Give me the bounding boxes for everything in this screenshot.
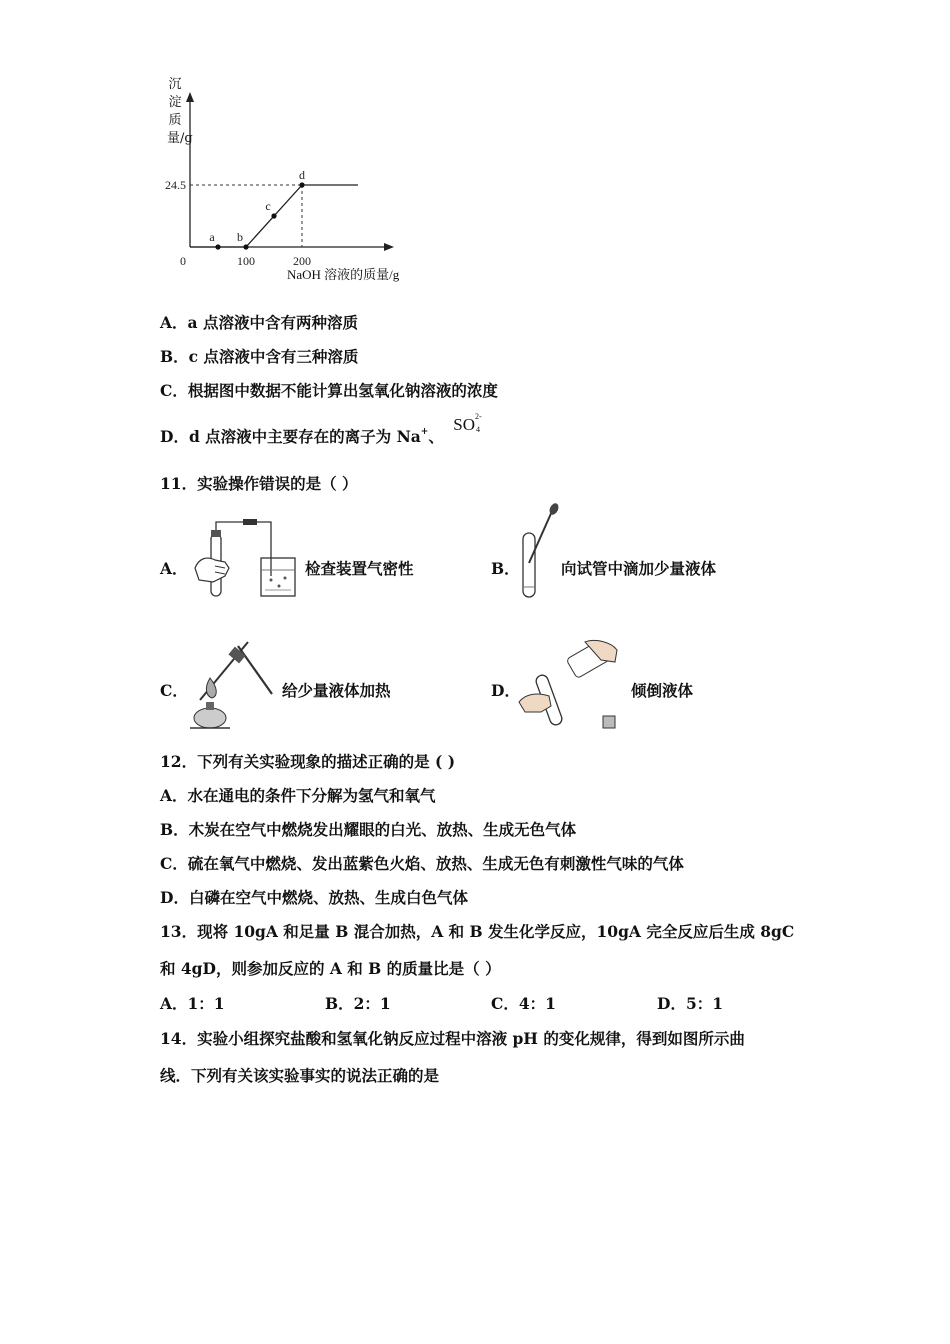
q10-option-d xyxy=(160,412,485,447)
q13-option-a: A．1：1 xyxy=(160,994,225,1013)
sulfate-ion-charge: 2- xyxy=(475,412,482,421)
y-tick-label: 24.5 xyxy=(165,178,186,192)
q11-a-text: 检查装置气密性 xyxy=(305,559,414,578)
q12-option-b: B．木炭在空气中燃烧发出耀眼的白光、放热、生成无色气体 xyxy=(160,820,577,839)
q10-option-d-text: D．d 点溶液中主要存在的离子为 Na xyxy=(160,427,421,446)
data-point-a xyxy=(215,244,220,249)
chart-x-axis-label: NaOH 溶液的质量/g xyxy=(287,267,400,282)
q10-option-c: C．根据图中数据不能计算出氢氧化钠溶液的浓度 xyxy=(160,381,498,400)
q11-stem: 11．实验操作错误的是（ ） xyxy=(160,474,358,493)
dropper-test-tube-icon xyxy=(515,503,565,603)
data-point-c xyxy=(271,213,276,218)
sulfate-ion-main: SO xyxy=(453,415,475,434)
point-label-b: b xyxy=(237,230,243,244)
data-point-d xyxy=(299,182,304,187)
q11-b-text: 向试管中滴加少量液体 xyxy=(561,559,717,578)
sulfate-ion-subscript: 4 xyxy=(476,425,480,434)
q11-c-letter: C． xyxy=(160,681,188,700)
sulfate-ion xyxy=(453,412,485,434)
q11-d-text: 倾倒液体 xyxy=(631,681,694,700)
q10-option-a: A．a 点溶液中含有两种溶质 xyxy=(160,313,358,332)
x-tick-label: 200 xyxy=(293,254,311,268)
data-point-b xyxy=(243,244,248,249)
q11-d-letter: D． xyxy=(491,681,520,700)
q14-stem-line1: 14．实验小组探究盐酸和氢氧化钠反应过程中溶液 pH 的变化规律，得到如图所示曲 xyxy=(160,1029,745,1048)
point-label-a: a xyxy=(209,230,215,244)
q11-a-letter: A． xyxy=(160,559,188,578)
origin-label: 0 xyxy=(180,254,186,268)
q12-stem: 12．下列有关实验现象的描述正确的是 ( ) xyxy=(160,752,456,771)
q12-option-a: A．水在通电的条件下分解为氢气和氧气 xyxy=(160,786,436,805)
pouring-liquid-icon xyxy=(515,638,625,732)
q10-option-d-sep: 、 xyxy=(428,427,444,446)
q11-c-text: 给少量液体加热 xyxy=(282,681,391,700)
airtightness-check-icon xyxy=(185,516,303,602)
point-label-d: d xyxy=(299,168,305,182)
na-charge: + xyxy=(420,426,429,437)
q13-stem-line1: 13．现将 10gA 和足量 B 混合加热，A 和 B 发生化学反应，10gA 完全反应后生成 8gC xyxy=(160,922,795,941)
point-label-c: c xyxy=(265,199,271,213)
chart-y-axis-label: 沉淀质量/g xyxy=(167,77,193,146)
precipitate-chart xyxy=(150,70,430,285)
q13-option-d: D．5：1 xyxy=(657,994,724,1013)
q14-stem-line2: 线．下列有关该实验事实的说法正确的是 xyxy=(160,1066,440,1085)
q10-option-b: B．c 点溶液中含有三种溶质 xyxy=(160,347,359,366)
q11-b-letter: B． xyxy=(491,559,520,578)
q12-option-c: C．硫在氧气中燃烧、发出蓝紫色火焰、放热、生成无色有刺激性气味的气体 xyxy=(160,854,684,873)
q12-option-d: D．白磷在空气中燃烧、放热、生成白色气体 xyxy=(160,888,468,907)
heating-liquid-icon xyxy=(186,638,282,732)
q13-option-b: B．2：1 xyxy=(325,994,391,1013)
q13-option-c: C．4：1 xyxy=(491,994,556,1013)
q13-stem-line2: 和 4gD，则参加反应的 A 和 B 的质量比是（ ） xyxy=(160,959,501,978)
x-tick-label: 100 xyxy=(237,254,255,268)
x-axis-arrow-icon xyxy=(384,243,394,251)
y-axis-arrow-icon xyxy=(186,92,194,102)
